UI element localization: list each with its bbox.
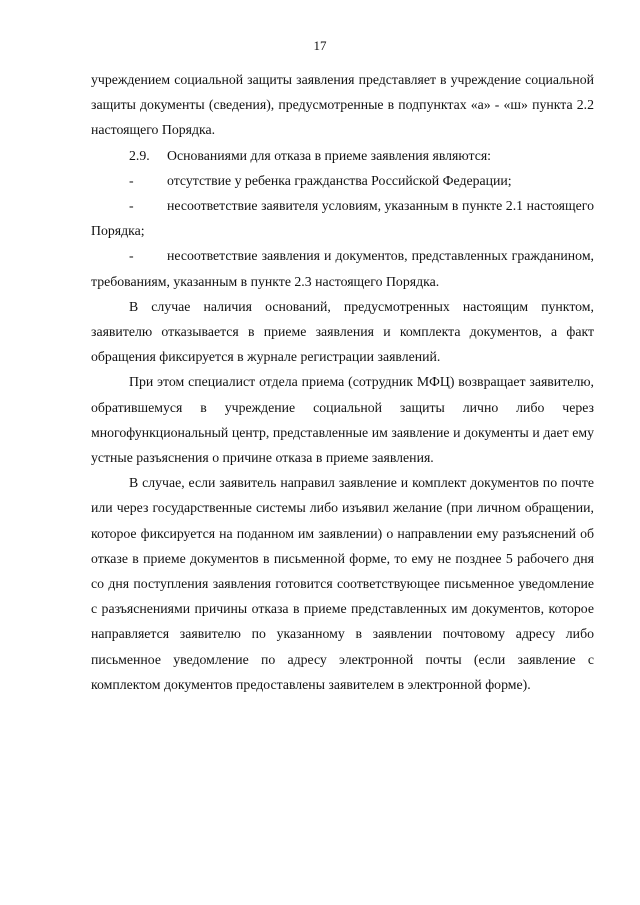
dash-marker: - xyxy=(129,198,134,214)
clause-text: Основаниями для отказа в приеме заявления являются: xyxy=(167,147,492,163)
paragraph-refusal: В случае наличия оснований, предусмотренных настоящим пунктом, заявителю отказывается в приеме заявления и комплекта документов, а факт обращения фиксируется в журнале регистрации заявлений. xyxy=(91,298,594,365)
dash-item-conditions xyxy=(91,193,594,243)
dash-marker: - xyxy=(129,248,134,264)
dash-item-text: несоответствие заявления и документов, представленных гражданином, требованиям, указанным в пункте 2.3 настоящего Порядка. xyxy=(91,248,594,289)
paragraph-return-documents: При этом специалист отдела приема (сотрудник МФЦ) возвращает заявителю, обратившемуся в учреждение социальной защиты лично либо через многофункциональный центр, представленные им заявление и документы и дает ему устные разъяснения о причине отказа в приеме заявления. xyxy=(91,374,594,466)
paragraph-continuation: учреждением социальной защиты заявления представляет в учреждение социальной защиты документы (сведения), предусмотренные в подпунктах «а» - «ш» пункта 2.2 настоящего Порядка. xyxy=(91,72,594,138)
dash-marker: - xyxy=(129,172,134,188)
dash-item-text: отсутствие у ребенка гражданства Российской Федерации; xyxy=(167,172,512,188)
document-body xyxy=(91,67,594,697)
paragraph-written-notice: В случае, если заявитель направил заявление и комплект документов по почте или через государственные системы либо изъявил желание (при личном обращении, которое фиксируется на поданном им заявлении) о направлении ему разъяснений об отказе в приеме документов в письменной форме, то ему не позднее 5 рабочего дня со дня поступления заявления готовится соответствующее письменное уведомление с разъяснениями причины отказа в приеме представленных им документов, которое направляется заявителю по указанному в заявлении почтовому адресу либо письменное уведомление по адресу электронной почты (если заявление с комплектом документов предоставлены заявителем в электронной форме). xyxy=(91,475,594,692)
dash-item-citizenship xyxy=(91,168,594,193)
page-number: 17 xyxy=(313,38,327,53)
clause-number: 2.9. xyxy=(129,147,150,163)
clause-2-9 xyxy=(91,143,594,168)
dash-item-text: несоответствие заявителя условиям, указанным в пункте 2.1 настоящего Порядка; xyxy=(91,198,594,239)
dash-item-requirements xyxy=(91,243,594,293)
